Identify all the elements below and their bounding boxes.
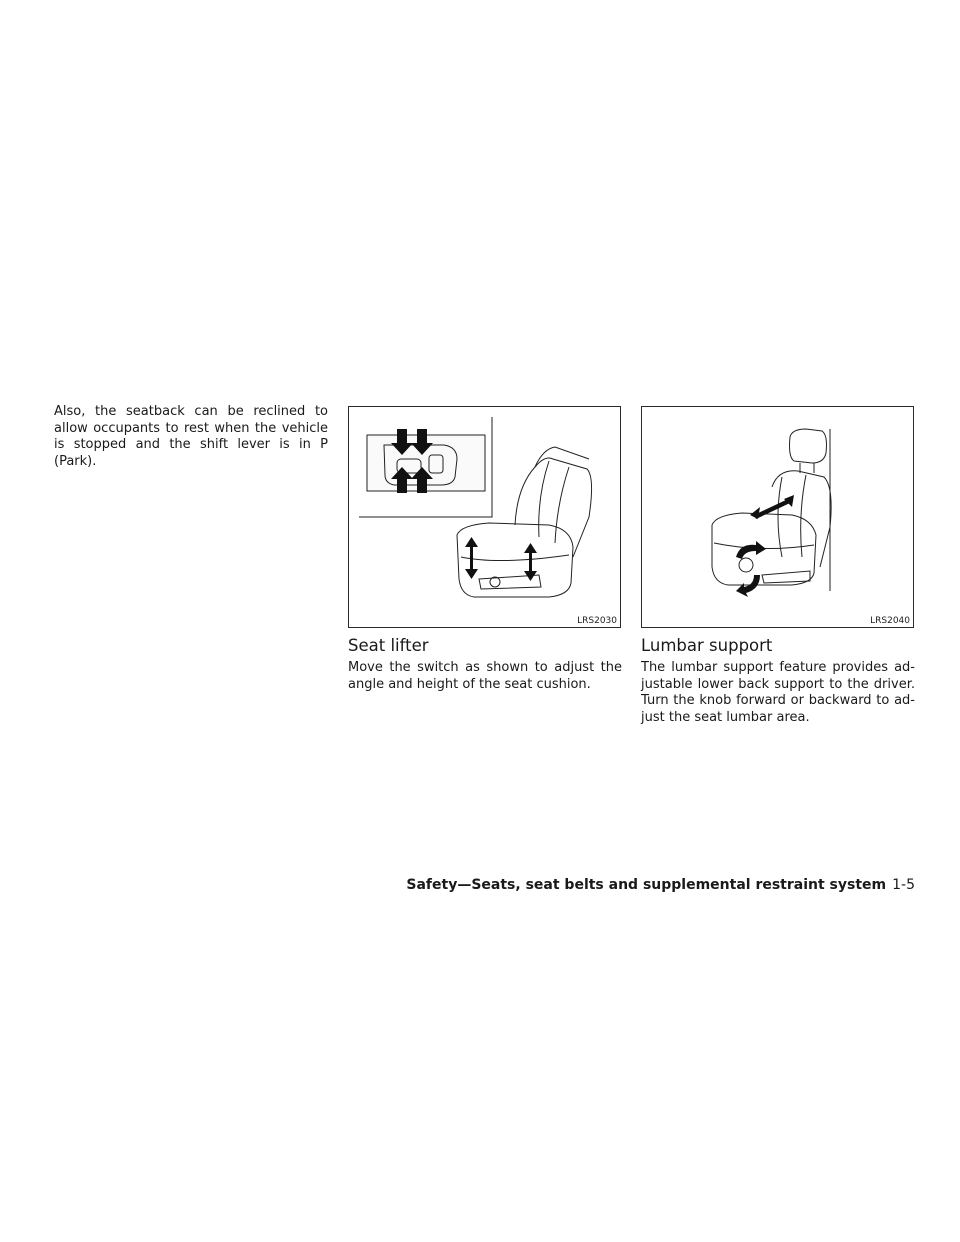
seat-lifter-figure	[348, 406, 621, 628]
figure-code: LRS2040	[870, 616, 910, 626]
intro-paragraph: Also, the seatback can be reclined to allow occupants to rest when the vehicle is stopped and the shift lever is in P (Park).	[54, 404, 328, 469]
footer-chapter-title: Safety—Seats, seat belts and supplemental restraint system	[406, 877, 887, 893]
lumbar-support-figure	[641, 406, 914, 628]
figure-code: LRS2030	[577, 616, 617, 626]
section-heading-lumbar-support: Lumbar support	[641, 636, 773, 655]
page-number: 1-5	[892, 877, 915, 893]
section-heading-seat-lifter: Seat lifter	[348, 636, 429, 655]
seat-lifter-diagram-icon	[349, 407, 620, 627]
section-body-seat-lifter: Move the switch as shown to adjust the angle and height of the seat cushion.	[348, 660, 622, 692]
section-body-lumbar-support: The lumbar support feature provides ad-justable lower back support to the driver. Turn the knob forward or backward to ad-just the seat lumbar area.	[641, 660, 915, 725]
page-footer	[406, 877, 915, 893]
lumbar-support-diagram-icon	[642, 407, 913, 627]
